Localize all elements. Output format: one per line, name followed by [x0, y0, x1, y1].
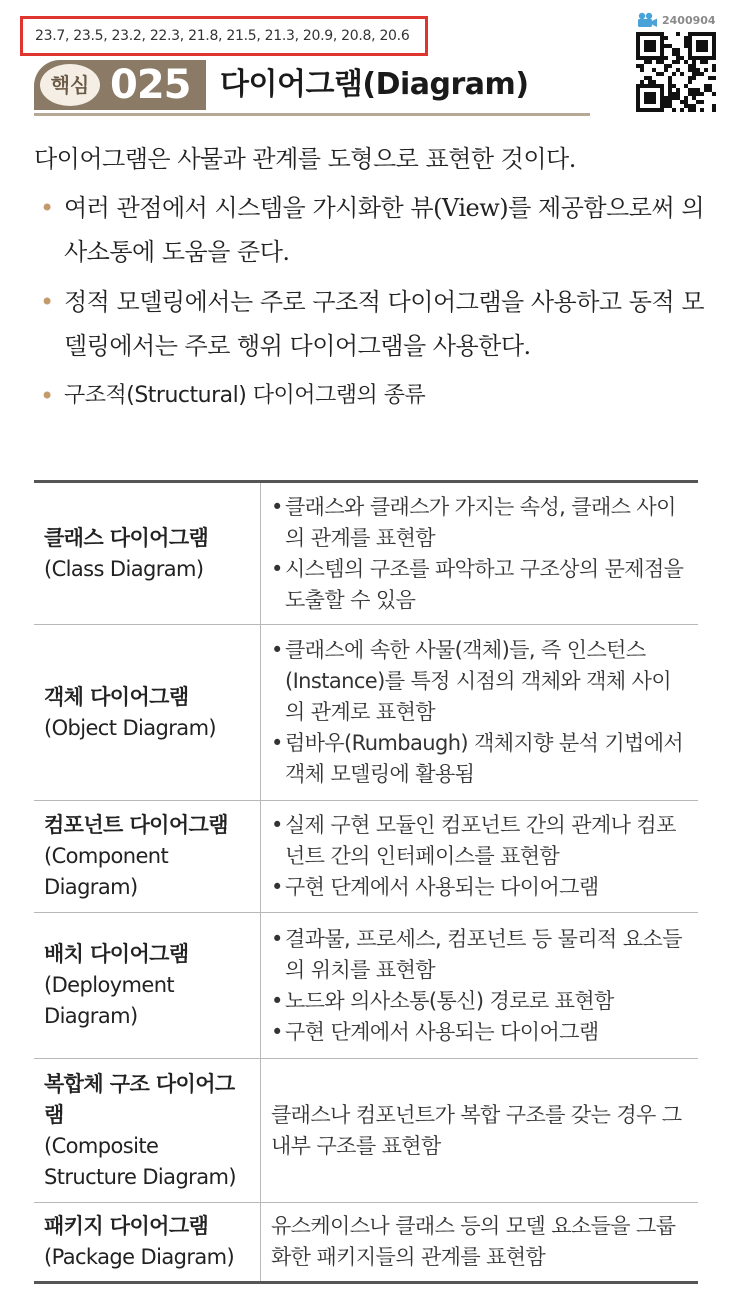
type-desc-cell: 클래스나 컴포넌트가 복합 구조를 갖는 경우 그 내부 구조를 표현함: [261, 1059, 699, 1203]
type-name-cell: 객체 다이어그램 (Object Diagram): [34, 625, 261, 801]
table-row: [34, 482, 698, 625]
bullet-item: • 구조적(Structural) 다이어그램의 종류: [34, 374, 704, 418]
core-label: 핵심: [40, 64, 100, 106]
desc-bullet: • 구현 단계에서 사용되는 다이어그램: [271, 1017, 688, 1048]
desc-bullet: • 실제 구현 모듈인 컴포넌트 간의 관계나 컴포넌트 간의 인터페이스를 표현함: [271, 810, 688, 872]
desc-bullet: • 노드와 의사소통(통신) 경로로 표현함: [271, 986, 688, 1017]
type-name-cell: 컴포넌트 다이어그램 (Component Diagram): [34, 801, 261, 913]
qr-block: [636, 12, 720, 116]
diagram-types-table: [34, 480, 698, 1284]
table-row: [34, 913, 698, 1059]
exam-dates-text: 23.7, 23.5, 23.2, 22.3, 21.8, 21.5, 21.3, 20.9, 20.8, 20.6: [35, 28, 410, 44]
intro-text: 다이어그램은 사물과 관계를 도형으로 표현한 것이다.: [34, 145, 576, 173]
type-name-cell: 클래스 다이어그램 (Class Diagram): [34, 482, 261, 625]
exam-dates-box: [20, 16, 428, 56]
table-row: [34, 801, 698, 913]
type-desc-cell: [261, 801, 699, 913]
bullet-dot-icon: •: [40, 194, 54, 222]
core-number: 025: [110, 62, 191, 108]
bullet-dot-icon: •: [40, 288, 54, 316]
bullet-dot-icon: •: [40, 382, 54, 410]
table-row: [34, 625, 698, 801]
table-row: [34, 1203, 698, 1283]
desc-bullet: • 결과물, 프로세스, 컴포넌트 등 물리적 요소들의 위치를 표현함: [271, 924, 688, 986]
qr-code-image[interactable]: [636, 32, 716, 112]
bullet-item: • 정적 모델링에서는 주로 구조적 다이어그램을 사용하고 동적 모델링에서는 주로 행위 다이어그램을 사용한다.: [34, 280, 704, 368]
type-name-cell: 배치 다이어그램 (Deployment Diagram): [34, 913, 261, 1059]
type-name-cell: 복합체 구조 다이어그램 (Composite Structure Diagram): [34, 1059, 261, 1203]
type-desc-cell: [261, 913, 699, 1059]
table-row: [34, 1059, 698, 1203]
type-desc-cell: [261, 482, 699, 625]
type-name-cell: 패키지 다이어그램 (Package Diagram): [34, 1203, 261, 1283]
bullet-list: [34, 186, 704, 424]
type-desc-cell: 유스케이스나 클래스 등의 모델 요소들을 그룹화한 패키지들의 관계를 표현함: [261, 1203, 699, 1283]
bullet-item: • 여러 관점에서 시스템을 가시화한 뷰(View)를 제공함으로써 의사소통에 도움을 준다.: [34, 186, 704, 274]
desc-bullet: • 럼바우(Rumbaugh) 객체지향 분석 기법에서 객체 모델링에 활용됨: [271, 728, 688, 790]
desc-bullet: • 구현 단계에서 사용되는 다이어그램: [271, 872, 688, 903]
desc-bullet: • 클래스에 속한 사물(객체)들, 즉 인스턴스(Instance)를 특정 시점의 객체와 객체 사이의 관계로 표현함: [271, 635, 688, 728]
page-title: 다이어그램(Diagram): [220, 67, 529, 102]
video-camera-icon: [636, 12, 658, 28]
section-header: [34, 60, 590, 116]
core-badge: [34, 60, 206, 110]
header-underline: [34, 113, 590, 116]
desc-bullet: • 클래스와 클래스가 가지는 속성, 클래스 사이의 관계를 표현함: [271, 492, 688, 554]
desc-bullet: • 시스템의 구조를 파악하고 구조상의 문제점을 도출할 수 있음: [271, 554, 688, 616]
type-desc-cell: [261, 625, 699, 801]
qr-code-number: 2400904: [662, 13, 716, 27]
